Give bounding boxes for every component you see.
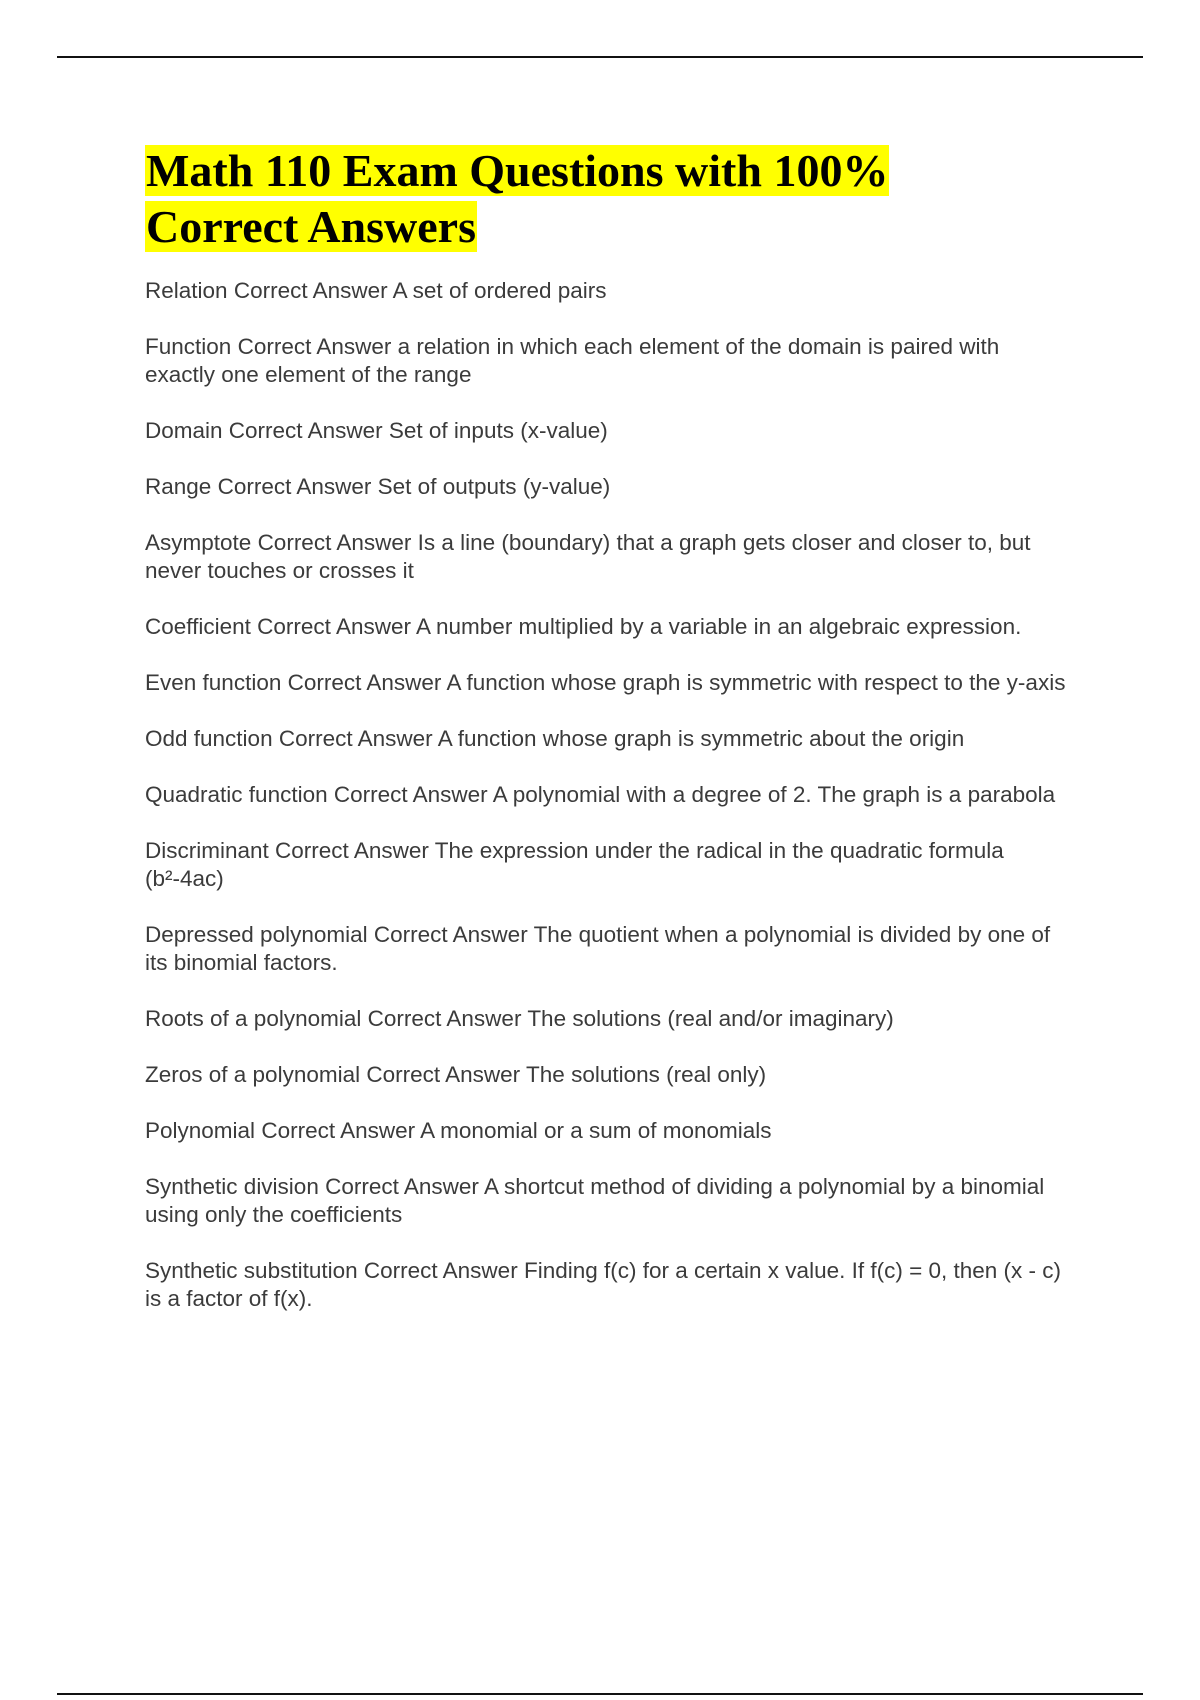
- qa-separator: Correct Answer: [261, 1118, 416, 1143]
- qa-item: [145, 277, 1075, 305]
- qa-item: [145, 1005, 1075, 1033]
- qa-item: [145, 669, 1075, 697]
- qa-answer: The quotient when a polynomial is divided by one of its binomial factors.: [145, 922, 1051, 975]
- qa-term: Relation: [145, 278, 228, 303]
- qa-item: [145, 613, 1075, 641]
- qa-separator: Correct Answer: [333, 782, 488, 807]
- qa-item: [145, 333, 1075, 389]
- qa-term: Discriminant: [145, 838, 269, 863]
- qa-term: Synthetic division: [145, 1174, 319, 1199]
- qa-term: Asymptote: [145, 530, 252, 555]
- qa-term: Function: [145, 334, 232, 359]
- qa-answer: The expression under the radical in the quadratic formula (b²-4ac): [145, 838, 1004, 891]
- qa-answer: A shortcut method of dividing a polynomial by a binomial using only the coefficients: [145, 1174, 1045, 1227]
- qa-item: [145, 529, 1075, 585]
- qa-item: [145, 1257, 1075, 1313]
- qa-item: [145, 837, 1075, 893]
- qa-answer: Set of inputs (x-value): [388, 418, 608, 443]
- qa-separator: Correct Answer: [325, 1174, 479, 1199]
- qa-answer: Finding f(c) for a certain x value. If f(c) = 0, then (x - c) is a factor of f(x).: [145, 1258, 1062, 1311]
- qa-item: [145, 1061, 1075, 1089]
- qa-term: Synthetic substitution: [145, 1258, 358, 1283]
- qa-answer: A monomial or a sum of monomials: [420, 1118, 772, 1143]
- title-line-2: Correct Answers: [146, 201, 476, 252]
- qa-item: [145, 921, 1075, 977]
- document-title: [145, 143, 1075, 255]
- qa-answer: A function whose graph is symmetric with respect to the y-axis: [446, 670, 1066, 695]
- qa-item: [145, 781, 1075, 809]
- qa-list: [145, 277, 1075, 1313]
- qa-answer: A polynomial with a degree of 2. The graph is a parabola: [492, 782, 1056, 807]
- qa-item: [145, 725, 1075, 753]
- qa-answer: Set of outputs (y-value): [377, 474, 611, 499]
- qa-item: [145, 473, 1075, 501]
- qa-separator: Correct Answer: [287, 670, 442, 695]
- bottom-rule: [57, 1693, 1143, 1695]
- qa-item: [145, 1117, 1075, 1145]
- title-line-1: Math 110 Exam Questions with 100%: [146, 145, 889, 196]
- document-body: [145, 143, 1075, 1341]
- qa-answer: The solutions (real and/or imaginary): [527, 1006, 894, 1031]
- qa-answer: Is a line (boundary) that a graph gets closer and closer to, but never touches or crosses it: [145, 530, 1031, 583]
- qa-answer: a relation in which each element of the domain is paired with exactly one element of the range: [145, 334, 1000, 387]
- qa-separator: Correct Answer: [217, 474, 372, 499]
- qa-separator: Correct Answer: [233, 278, 388, 303]
- qa-separator: Correct Answer: [257, 614, 411, 639]
- qa-separator: Correct Answer: [237, 334, 392, 359]
- qa-term: Range: [145, 474, 212, 499]
- qa-term: Odd function: [145, 726, 273, 751]
- qa-separator: Correct Answer: [367, 1006, 522, 1031]
- qa-answer: A set of ordered pairs: [392, 278, 607, 303]
- qa-answer: A function whose graph is symmetric about the origin: [437, 726, 965, 751]
- qa-answer: The solutions (real only): [526, 1062, 767, 1087]
- qa-separator: Correct Answer: [278, 726, 433, 751]
- qa-term: Polynomial: [145, 1118, 256, 1143]
- qa-term: Coefficient: [145, 614, 251, 639]
- qa-term: Quadratic function: [145, 782, 328, 807]
- qa-item: [145, 1173, 1075, 1229]
- qa-separator: Correct Answer: [257, 530, 412, 555]
- qa-separator: Correct Answer: [275, 838, 429, 863]
- qa-term: Zeros of a polynomial: [145, 1062, 361, 1087]
- qa-separator: Correct Answer: [228, 418, 383, 443]
- qa-separator: Correct Answer: [363, 1258, 518, 1283]
- qa-item: [145, 417, 1075, 445]
- qa-separator: Correct Answer: [366, 1062, 521, 1087]
- qa-term: Domain: [145, 418, 223, 443]
- qa-term: Roots of a polynomial: [145, 1006, 362, 1031]
- top-rule: [57, 56, 1143, 58]
- qa-answer: A number multiplied by a variable in an algebraic expression.: [416, 614, 1022, 639]
- qa-term: Depressed polynomial: [145, 922, 368, 947]
- qa-separator: Correct Answer: [373, 922, 528, 947]
- qa-term: Even function: [145, 670, 282, 695]
